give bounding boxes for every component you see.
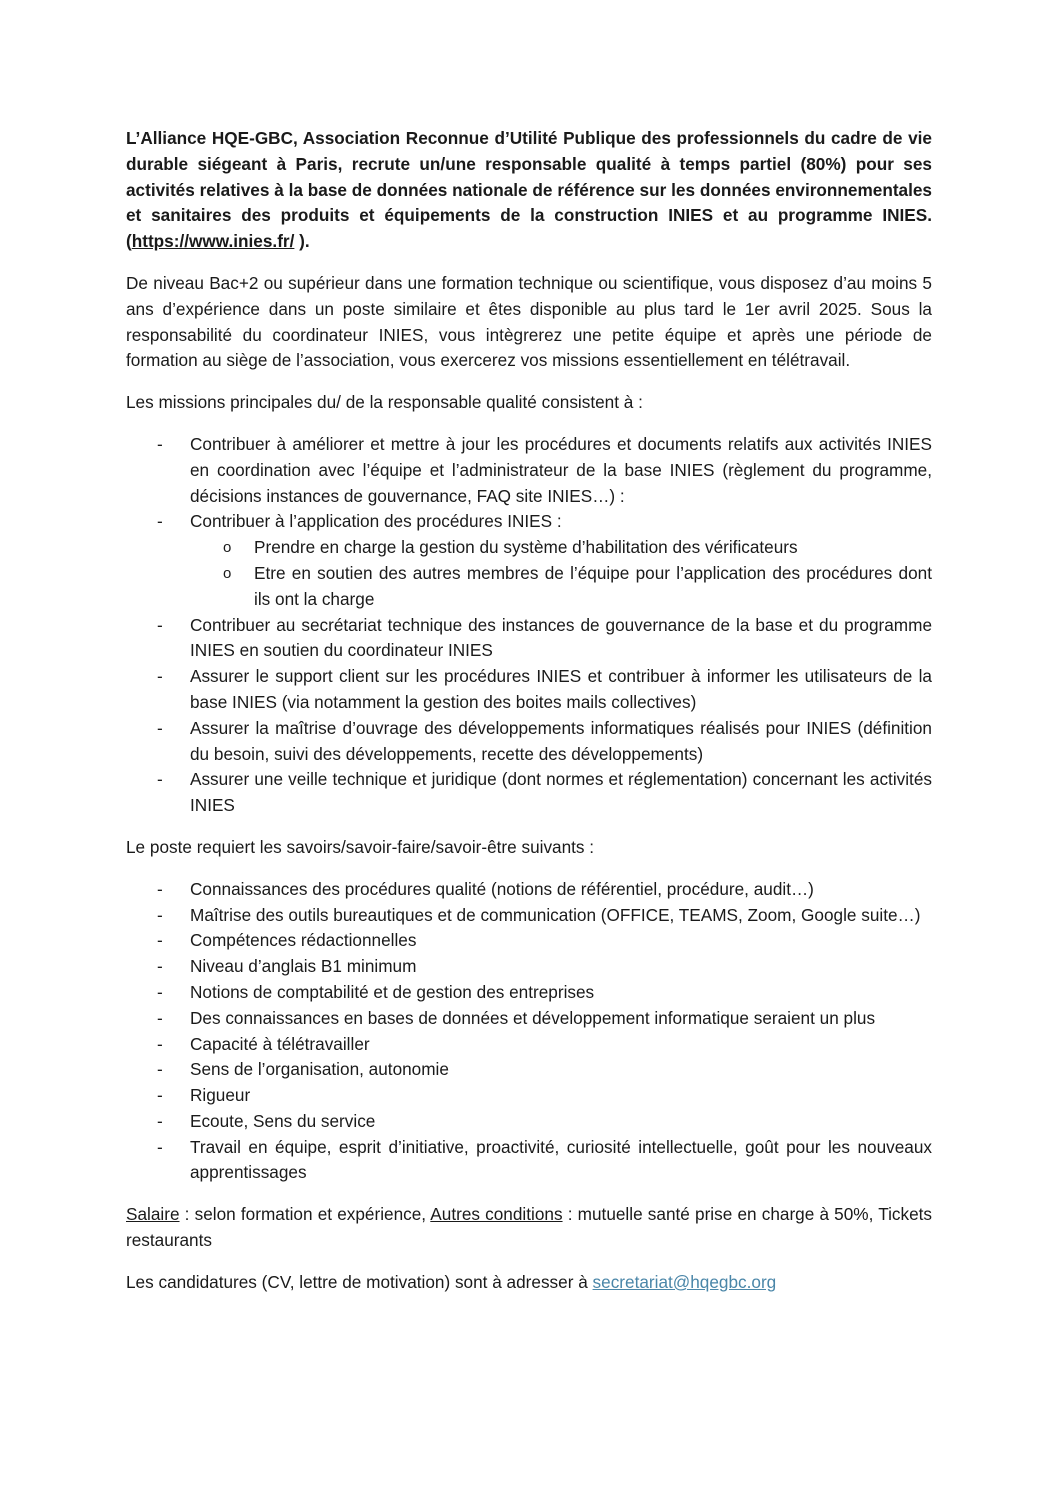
skills-list bbox=[126, 877, 932, 1187]
sub-list-item bbox=[190, 535, 932, 561]
mission-text: Assurer une veille technique et juridique (dont normes et réglementation) concernant les activités INIES bbox=[190, 769, 932, 816]
list-item bbox=[126, 767, 932, 819]
profile-paragraph: De niveau Bac+2 ou supérieur dans une formation technique ou scientifique, vous disposez d’au moins 5 ans d’expérience dans un poste similaire et êtes disponible au plus tard le 1er avril 2025. Sous la responsabilité du coordinateur INIES, vous intègrerez une petite équipe et après une période de formation au siège de l’association, vous exercerez vos missions essentiellement en télétravail. bbox=[126, 272, 932, 371]
salary-text: : selon formation et expérience, bbox=[179, 1204, 431, 1225]
sub-mission-text: Etre en soutien des autres membres de l’équipe pour l’application des procédures dont ils ont la charge bbox=[254, 562, 932, 609]
mission-text: Contribuer à améliorer et mettre à jour les procédures et documents relatifs aux activités INIES en coordination avec l’équipe et l’administrateur de la base INIES (règlement du programme, décisions instances de gouvernance, FAQ site INIES…) : bbox=[190, 433, 932, 506]
list-marker: - bbox=[157, 981, 163, 1002]
intro-paragraph bbox=[126, 126, 932, 255]
list-item bbox=[126, 1135, 932, 1187]
skill-text: Compétences rédactionnelles bbox=[190, 930, 417, 951]
list-item bbox=[126, 1083, 932, 1109]
mission-text: Contribuer au secrétariat technique des instances de gouvernance de la base et du programme INIES en soutien du coordinateur INIES bbox=[190, 614, 932, 661]
list-item bbox=[126, 928, 932, 954]
inies-link[interactable]: https://www.inies.fr/ bbox=[131, 231, 295, 252]
skill-text: Niveau d’anglais B1 minimum bbox=[190, 956, 417, 977]
list-item bbox=[126, 954, 932, 980]
list-item bbox=[126, 664, 932, 716]
list-item bbox=[126, 903, 932, 929]
skill-text: Rigueur bbox=[190, 1085, 251, 1106]
skill-text: Sens de l’organisation, autonomie bbox=[190, 1059, 449, 1080]
sub-list bbox=[190, 535, 932, 612]
email-link[interactable]: secretariat@hqegbc.org bbox=[592, 1271, 777, 1292]
intro-after: ). bbox=[294, 231, 310, 252]
skill-text: Des connaissances en bases de données et développement informatique seraient un plus bbox=[190, 1007, 876, 1028]
missions-heading: Les missions principales du/ de la responsable qualité consistent à : bbox=[126, 392, 643, 413]
list-marker: - bbox=[157, 769, 163, 790]
mission-text: Assurer la maîtrise d’ouvrage des développements informatiques réalisés pour INIES (définition du besoin, suivi des développements, recette des développements) bbox=[190, 717, 932, 764]
list-marker: - bbox=[157, 666, 163, 687]
list-marker: - bbox=[157, 904, 163, 925]
list-marker: - bbox=[157, 1110, 163, 1131]
list-item bbox=[126, 980, 932, 1006]
mission-text: Contribuer à l’application des procédures INIES : bbox=[190, 511, 562, 532]
conditions-paragraph bbox=[126, 1202, 932, 1254]
skill-text: Ecoute, Sens du service bbox=[190, 1110, 376, 1131]
list-item bbox=[126, 1057, 932, 1083]
other-conditions-label: Autres conditions bbox=[430, 1204, 563, 1225]
list-item bbox=[126, 1109, 932, 1135]
intro-text: L’Alliance HQE-GBC, Association Reconnue d’Utilité Publique des professionnels du cadre de vie durable siégeant à Paris, recrute un/une responsable qualité à temps partiel (80%) pour ses activités relatives à la base de données nationale de référence sur les données environnementales et sanitaires des produits et équipements de la construction INIES et au programme INIES. ( bbox=[126, 128, 932, 252]
skills-heading: Le poste requiert les savoirs/savoir-faire/savoir-être suivants : bbox=[126, 836, 595, 857]
skill-text: Notions de comptabilité et de gestion des entreprises bbox=[190, 981, 595, 1002]
list-marker: - bbox=[157, 433, 163, 454]
skill-text: Connaissances des procédures qualité (notions de référentiel, procédure, audit…) bbox=[190, 878, 814, 899]
list-marker: - bbox=[157, 956, 163, 977]
list-item bbox=[126, 877, 932, 903]
list-marker: - bbox=[157, 1007, 163, 1028]
list-marker: - bbox=[157, 1136, 163, 1157]
list-item bbox=[126, 1032, 932, 1058]
skill-text: Maîtrise des outils bureautiques et de communication (OFFICE, TEAMS, Zoom, Google suite…) bbox=[190, 904, 921, 925]
list-item bbox=[126, 1006, 932, 1032]
skill-text: Travail en équipe, esprit d’initiative, proactivité, curiosité intellectuelle, goût pour les nouveaux apprentissages bbox=[190, 1136, 932, 1183]
sub-mission-text: Prendre en charge la gestion du système d’habilitation des vérificateurs bbox=[254, 537, 798, 558]
sub-list-item bbox=[190, 561, 932, 613]
list-item bbox=[126, 613, 932, 665]
missions-list bbox=[126, 432, 932, 819]
skill-text: Capacité à télétravailler bbox=[190, 1033, 370, 1054]
list-marker: - bbox=[157, 1033, 163, 1054]
list-item bbox=[126, 432, 932, 509]
list-item bbox=[126, 509, 932, 612]
list-marker: - bbox=[157, 1085, 163, 1106]
list-marker: - bbox=[157, 717, 163, 738]
list-item bbox=[126, 716, 932, 768]
mission-text: Assurer le support client sur les procédures INIES et contribuer à informer les utilisateurs de la base INIES (via notamment la gestion des boites mails collectives) bbox=[190, 666, 932, 712]
application-paragraph bbox=[126, 1270, 932, 1296]
salary-label: Salaire bbox=[126, 1204, 180, 1225]
sub-marker: o bbox=[223, 539, 232, 557]
sub-marker: o bbox=[223, 564, 232, 582]
list-marker: - bbox=[157, 511, 163, 532]
other-conditions-text: : mutuelle santé prise en charge à 50%, Tickets restaurants bbox=[126, 1204, 933, 1251]
list-marker: - bbox=[157, 614, 163, 635]
application-text: Les candidatures (CV, lettre de motivation) sont à adresser à bbox=[126, 1271, 593, 1292]
list-marker: - bbox=[157, 878, 163, 899]
list-marker: - bbox=[157, 1059, 163, 1080]
list-marker: - bbox=[157, 930, 163, 951]
